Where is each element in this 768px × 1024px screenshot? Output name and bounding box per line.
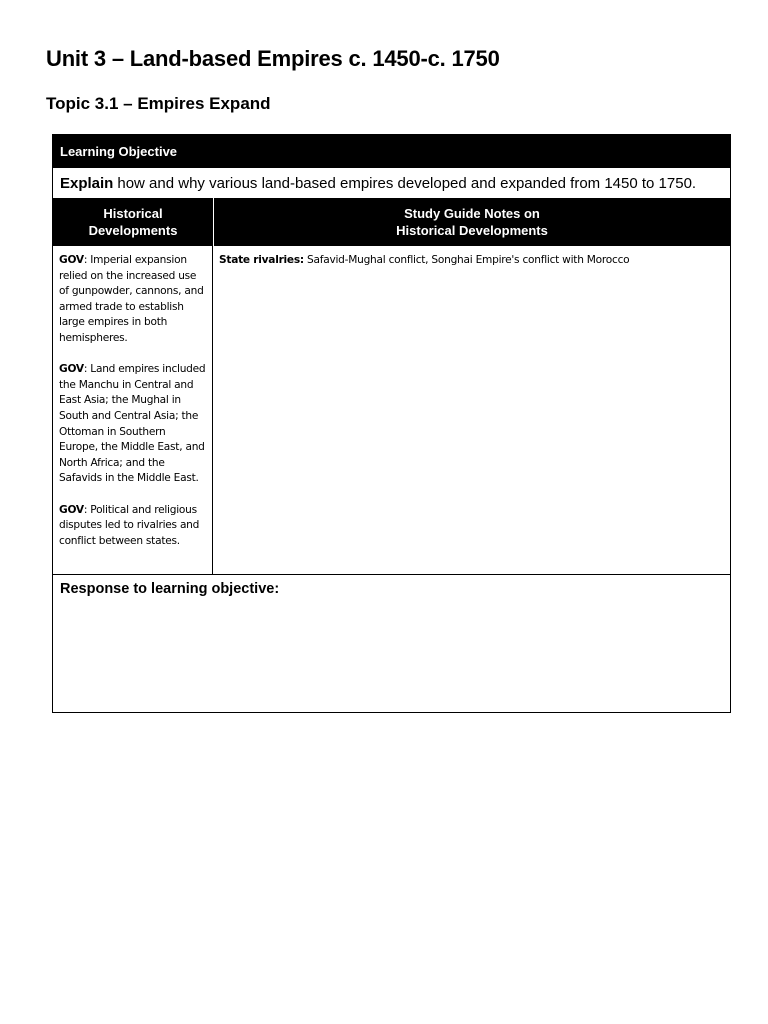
study-guide-table	[52, 134, 731, 713]
response-label: Response to learning objective:	[60, 581, 280, 597]
hd-header-line1: Historical	[103, 206, 163, 221]
development-item	[59, 503, 206, 550]
development-text: : Political and religious disputes led to rivalries and conflict between states.	[59, 503, 200, 547]
development-text: : Land empires included the Manchu in Central and East Asia; the Mughal in South and Central Asia; the Ottoman in Southern Europe, the Middle East, and North Africa; and the Safavids in the Middle East.	[59, 363, 206, 485]
notes-text: Safavid-Mughal conflict, Songhai Empire's conflict with Morocco	[303, 254, 630, 266]
study-notes-cell[interactable]	[213, 246, 730, 574]
unit-title: Unit 3 – Land-based Empires c. 1450-c. 1750	[46, 46, 500, 71]
objective-text: how and why various land-based empires developed and expanded from 1450 to 1750.	[117, 174, 697, 192]
development-tag: GOV	[59, 503, 84, 516]
hd-header-line2: Developments	[88, 223, 178, 238]
development-tag: GOV	[59, 254, 84, 266]
content-row	[53, 246, 730, 575]
historical-developments-cell	[53, 246, 213, 574]
objective-verb: Explain	[60, 174, 114, 192]
development-item	[59, 362, 206, 487]
historical-developments-header	[53, 198, 214, 246]
learning-objective-header	[53, 135, 730, 168]
development-tag: GOV	[59, 363, 84, 376]
topic-title: Topic 3.1 – Empires Expand	[46, 94, 271, 113]
column-header-row	[53, 198, 730, 246]
sn-header-line2: Historical Developments	[396, 223, 548, 238]
learning-objective-label: Learning Objective	[60, 143, 178, 159]
learning-objective-row	[53, 168, 730, 198]
notes-label: State rivalries:	[219, 254, 304, 266]
development-text: : Imperial expansion relied on the increased use of gunpowder, cannons, and armed trade to establish large empires in both hemispheres.	[59, 254, 204, 344]
sn-header-line1: Study Guide Notes on	[404, 206, 540, 221]
study-notes-header	[214, 198, 730, 246]
response-box[interactable]	[53, 575, 730, 712]
development-item	[59, 253, 206, 347]
